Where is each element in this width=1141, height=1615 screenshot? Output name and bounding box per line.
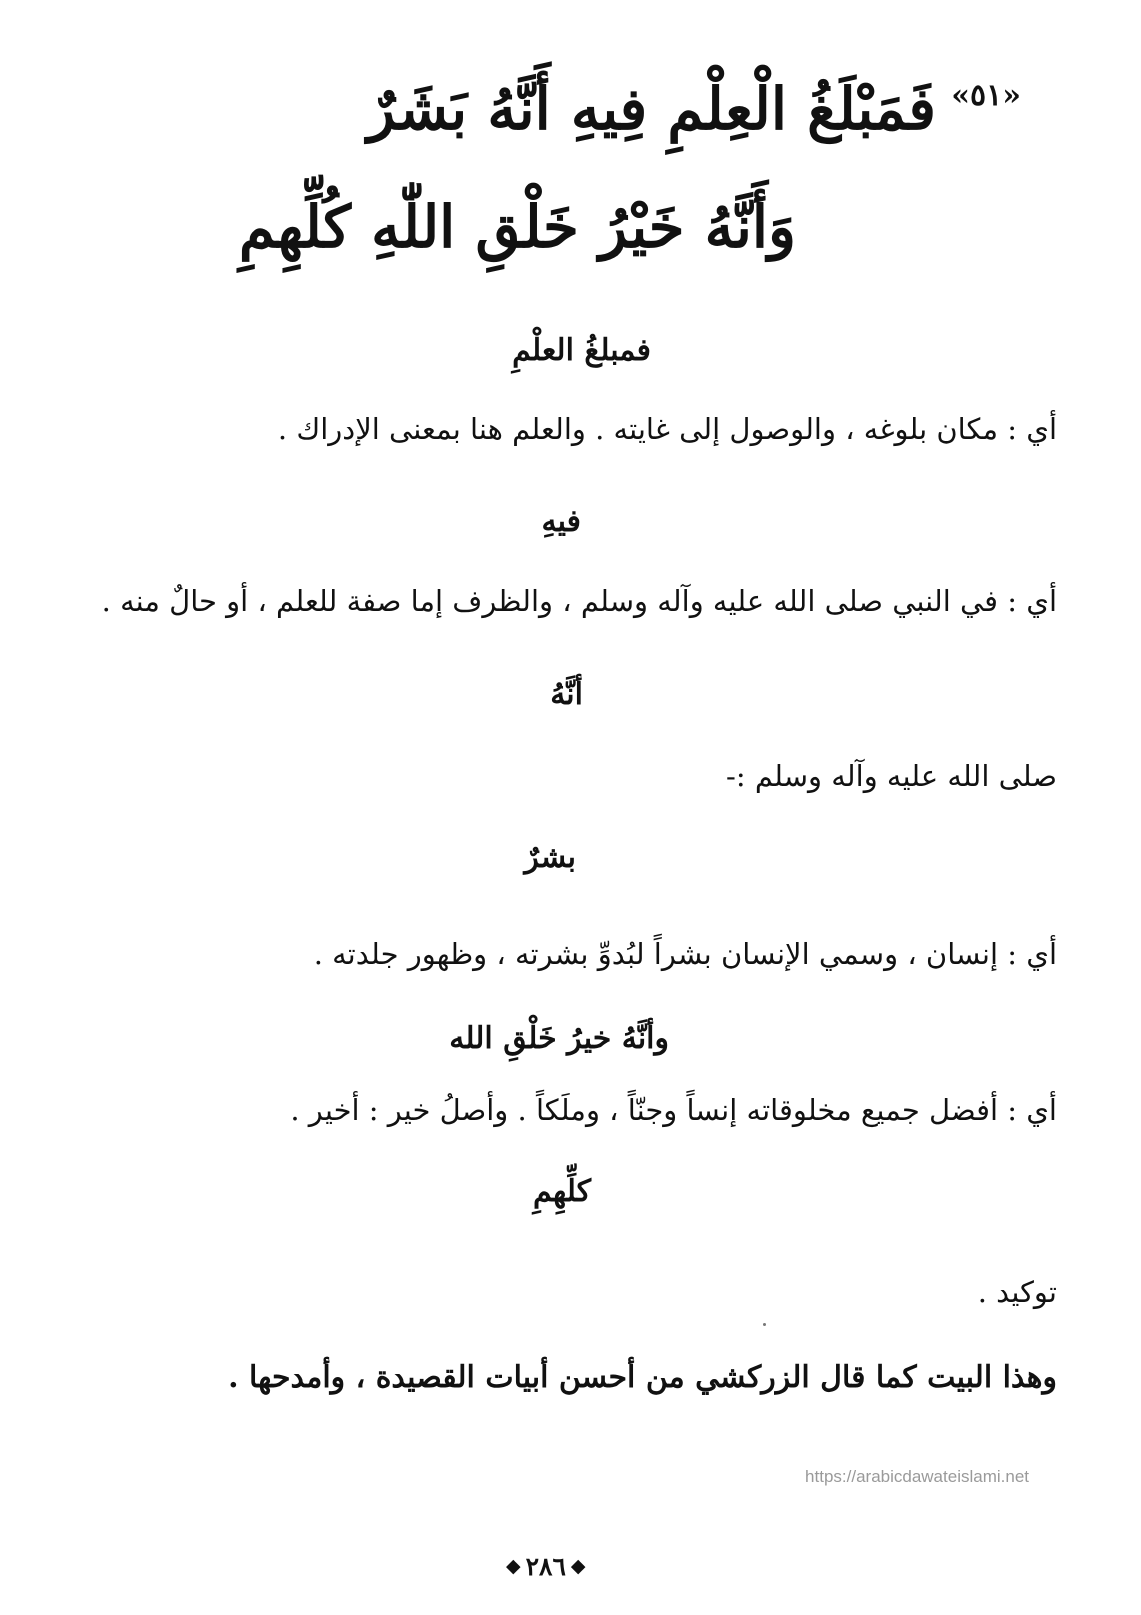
commentary-heading: وأنَّهُ خيرُ خَلْقِ الله — [449, 1021, 669, 1056]
commentary-text: أي : في النبي صلى الله عليه وآله وسلم ، والظرف إما صفة للعلم ، أو حالٌ منه . — [101, 584, 1057, 618]
source-watermark: https://arabicdawateislami.net — [805, 1467, 1029, 1486]
verse-number: «٥١» — [951, 78, 1021, 113]
commentary-text: أي : إنسان ، وسمي الإنسان بشراً لبُدوِّ بشرته ، وظهور جلدته . — [313, 937, 1057, 971]
commentary-text: أي : أفضل جميع مخلوقاته إنساً وجنّاً ، وملَكاً . وأصلُ خير : أخير . — [290, 1093, 1057, 1127]
commentary-heading: أنَّهُ — [550, 677, 583, 712]
commentary-text: صلى الله عليه وآله وسلم :- — [726, 759, 1057, 793]
scan-speck — [763, 1323, 766, 1326]
commentary-heading: فمبلغُ العلْمِ — [512, 333, 651, 368]
commentary-text: توكيد . — [977, 1275, 1057, 1309]
verse-line-first-hemistich: فَمَبْلَغُ الْعِلْمِ فِيهِ أَنَّهُ بَشَرٌ — [367, 75, 936, 143]
verse-line-second-hemistich: وَأَنَّهُ خَيْرُ خَلْقِ اللّٰهِ كُلِّهِمِ — [238, 193, 796, 261]
commentary-text: أي : مكان بلوغه ، والوصول إلى غايته . والعلم هنا بمعنى الإدراك . — [277, 412, 1057, 446]
closing-remark: وهذا البيت كما قال الزركشي من أحسن أبيات القصيدة ، وأمدحها . — [228, 1360, 1057, 1395]
right-diamond-icon: ◆ — [570, 1554, 586, 1577]
page-number: ٢٨٦ — [525, 1551, 566, 1581]
commentary-heading: كلِّهِمِ — [532, 1174, 591, 1209]
left-diamond-icon: ◆ — [506, 1554, 521, 1577]
commentary-heading: فيهِ — [541, 504, 581, 539]
commentary-heading: بشرٌ — [524, 840, 576, 875]
page-number-footer — [506, 1552, 586, 1580]
